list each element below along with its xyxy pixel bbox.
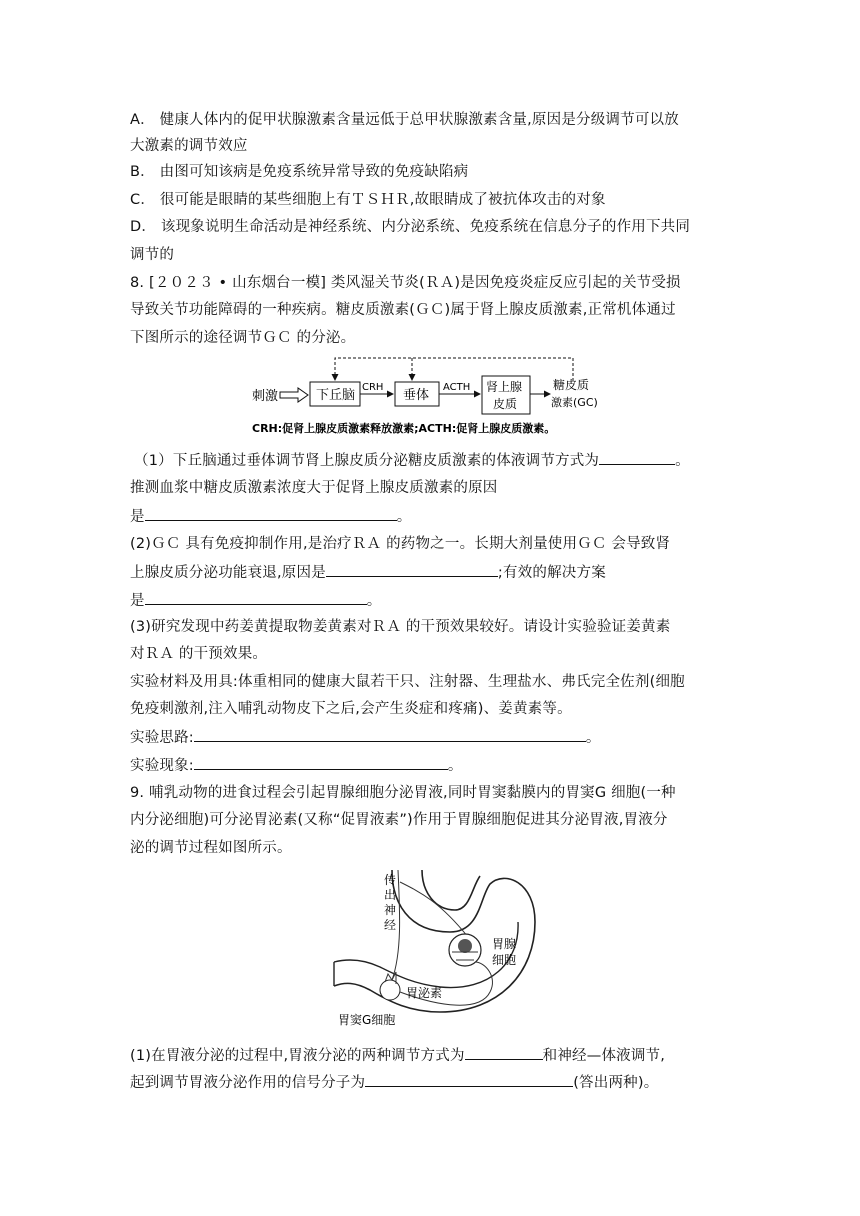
gastrin-label: 胃泌素 (406, 986, 443, 1000)
experiment-idea-blank[interactable] (194, 727, 586, 742)
answer-blank-2[interactable] (145, 506, 397, 521)
q8-part1-line2: 推测血浆中糖皮质激素浓度大于促肾上腺皮质激素的原因 (130, 480, 498, 496)
option-d-line2: 调节的 (130, 247, 175, 263)
gland-label-2: 细胞 (492, 953, 517, 967)
adrenal-label-1: 肾上腺 (486, 380, 523, 394)
materials-line1: 实验材料及用具:体重相同的健康大鼠若干只、注射器、生理盐水、弗氏完全佐剂(细胞 (130, 674, 685, 690)
q9-stem-line3: 泌的调节过程如图所示。 (130, 840, 292, 856)
nerve-label-4: 经 (384, 918, 397, 932)
stomach-figure (330, 862, 540, 1032)
materials-line2: 免疫刺激剂,注入哺乳动物皮下之后,会产生炎症和疼痛)、姜黄素等。 (130, 701, 572, 717)
option-a-line2: 大激素的调节效应 (130, 138, 248, 154)
experiment-phenomenon-blank[interactable] (194, 755, 448, 770)
feedback-dashed-line (335, 358, 573, 381)
nerve-label-2: 出 (384, 888, 397, 902)
hypothalamus-label: 下丘脑 (316, 388, 356, 403)
experiment-phenomenon-line: 实验现象: 。 (130, 755, 463, 776)
option-a-line1: A． 健康人体内的促甲状腺激素含量远低于总甲状腺激素含量,原因是分级调节可以放 (130, 112, 679, 128)
g-cell-label: 胃窦G细胞 (338, 1013, 396, 1027)
q9-answer-blank-1[interactable] (465, 1045, 543, 1060)
option-d-line1: D． 该现象说明生命活动是神经系统、内分泌系统、免疫系统在信息分子的作用下共同 (130, 219, 691, 235)
q9-stem-line1: 9. 哺乳动物的进食过程会引起胃腺细胞分泌胃液,同时胃窦黏膜内的胃窦G 细胞(一种 (130, 785, 676, 801)
q8-part1-text: （1）下丘脑通过垂体调节肾上腺皮质分泌糖皮质激素的体液调节方式为 (134, 453, 600, 469)
q9-answer-blank-2[interactable] (365, 1072, 573, 1087)
q8-part3-line2: 对ＲＡ 的干预效果。 (130, 646, 268, 662)
answer-blank-1[interactable] (599, 450, 675, 465)
q8-stem-line3: 下图所示的途径调节ＧＣ 的分泌。 (130, 330, 356, 346)
q9-stem-line2: 内分泌细胞)可分泌胃泌素(又称“促胃液素”)作用于胃腺细胞促进其分泌胃液,胃液分 (130, 812, 668, 828)
q8-stem-line2: 导致关节功能障碍的一种疾病。糖皮质激素(ＧＣ)属于肾上腺皮质激素,正常机体通过 (130, 302, 676, 318)
q8-part2-line3: 是 。 (130, 590, 381, 611)
q8-part1-line3: 是 。 (130, 506, 411, 527)
q8-part2-line2: 上腺皮质分泌功能衰退,原因是 ;有效的解决方案 (130, 562, 606, 583)
gc-label-1: 糖皮质 (553, 378, 590, 392)
q9-part1-line1: (1)在胃液分泌的过程中,胃液分泌的两种调节方式为 和神经—体液调节, (130, 1045, 665, 1066)
gland-label-1: 胃腺 (492, 937, 517, 951)
adrenal-label-2: 皮质 (493, 397, 518, 411)
pituitary-label: 垂体 (403, 388, 430, 403)
q8-part2-line1: (2)ＧＣ 具有免疫抑制作用,是治疗ＲＡ 的药物之一。长期大剂量使用ＧＣ 会导致肾 (130, 536, 671, 552)
q8-part1-line1: （1）下丘脑通过垂体调节肾上腺皮质分泌糖皮质激素的体液调节方式为 。 (134, 450, 690, 471)
gc-label-2: 激素(GC) (551, 396, 598, 409)
stimulus-label: 刺激 (252, 389, 279, 404)
g-cell (380, 980, 400, 1000)
hollow-arrow-icon (280, 388, 308, 402)
option-c: C． 很可能是眼睛的某些细胞上有ＴＳＨＲ,故眼睛成了被抗体攻击的对象 (130, 192, 606, 208)
q8-part3-line1: (3)研究发现中药姜黄提取物姜黄素对ＲＡ 的干预效果较好。请设计实验验证姜黄素 (130, 619, 671, 635)
hormone-pathway-diagram (250, 352, 620, 440)
nerve-label-3: 神 (384, 903, 397, 917)
q8-stem-line1: 8. [２０２３ • 山东烟台一模] 类风湿关节炎(ＲＡ)是因免疫炎症反应引起的关节受损 (130, 275, 681, 291)
nerve-label-1: 传 (384, 873, 397, 887)
diagram-caption: CRH:促肾上腺皮质激素释放激素;ACTH:促肾上腺皮质激素。 (252, 422, 556, 435)
crh-label: CRH (362, 382, 384, 393)
answer-blank-3[interactable] (326, 562, 498, 577)
option-b: B． 由图可知该病是免疫系统异常导致的免疫缺陷病 (130, 164, 469, 180)
experiment-idea-line: 实验思路: 。 (130, 727, 601, 748)
answer-blank-4[interactable] (145, 590, 367, 605)
acth-label: ACTH (443, 382, 471, 393)
q9-part1-line2: 起到调节胃液分泌作用的信号分子为 (答出两种)。 (130, 1072, 658, 1093)
